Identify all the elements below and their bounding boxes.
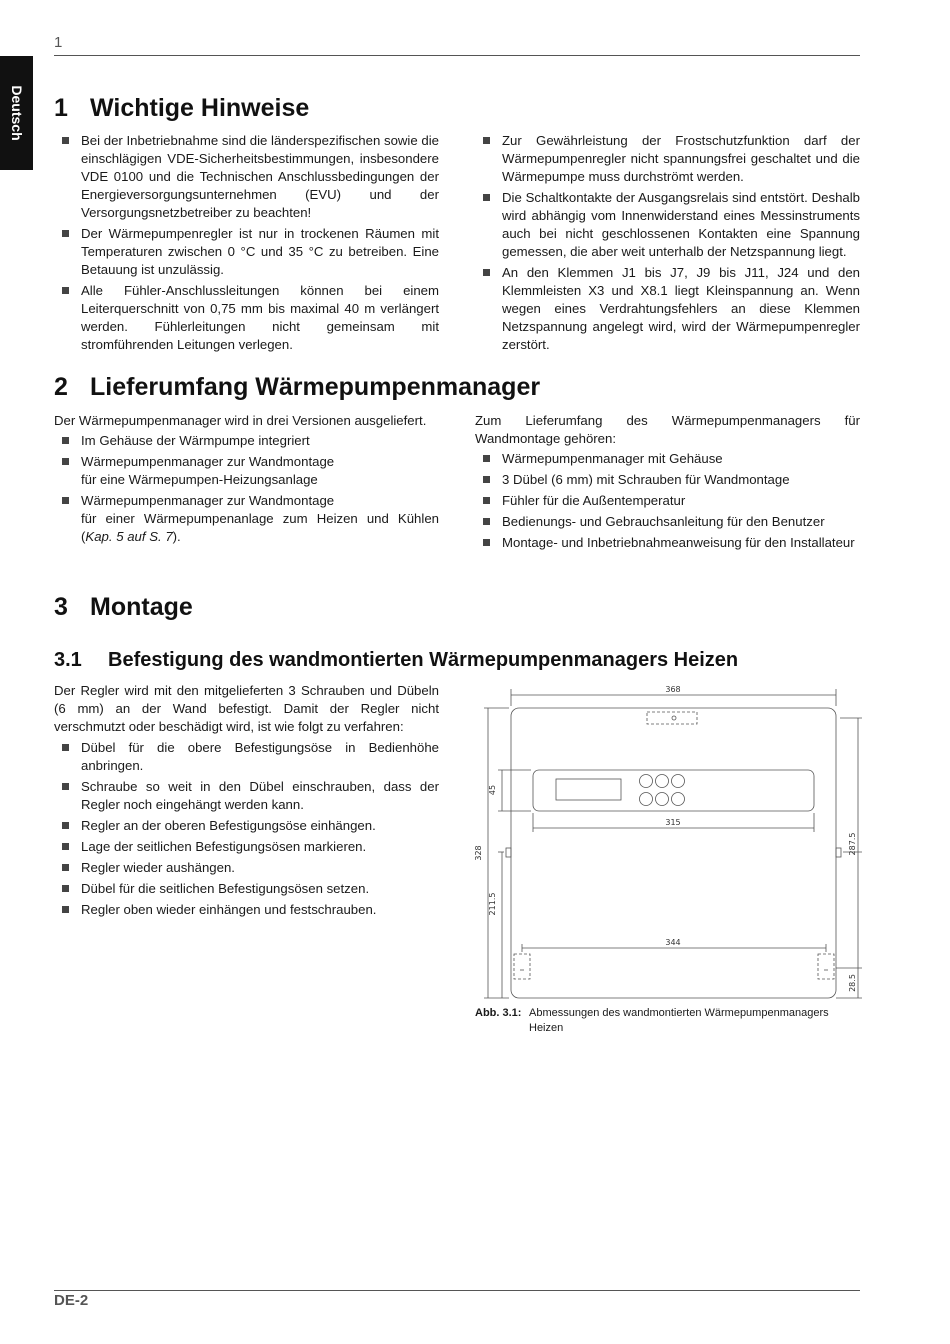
side-eyelet-right (836, 848, 841, 857)
list-item: Wärmepumpenmanager mit Gehäuse (475, 450, 860, 468)
section-2-heading (54, 373, 540, 402)
paren: ). (172, 529, 181, 544)
list-item: Lage der seitlichen Befestigungsösen markieren. (54, 838, 439, 856)
list-item: Fühler für die Außentemperatur (475, 492, 860, 510)
language-tab (0, 56, 33, 170)
list-item: 3 Dübel (6 mm) mit Schrauben für Wandmontage (475, 471, 860, 489)
section-title: Wichtige Hinweise (90, 94, 310, 122)
dim-panel-label: 315 (665, 818, 681, 827)
section-number: 1 (54, 94, 68, 122)
figure-caption (475, 1006, 860, 1036)
list-item (54, 432, 439, 450)
list-item (54, 492, 439, 546)
list-item: Dübel für die obere Befestigungsöse in Bedienhöhe anbringen. (54, 739, 439, 775)
panel-button (640, 775, 653, 788)
list-item: Schraube so weit in den Dübel einschrauben, dass der Regler noch eingehängt werden kann. (54, 778, 439, 814)
chapter-number: 1 (54, 34, 63, 51)
list-item-text: für eine Wärmepumpen-Heizungsanlage (81, 472, 318, 487)
section-1-right-column (475, 132, 860, 357)
section-title: Lieferumfang Wärmepumpenmanager (90, 373, 541, 401)
language-label: Deutsch (8, 85, 25, 141)
section-number: 3 (54, 593, 68, 621)
panel-button (672, 775, 685, 788)
caption-label: Abb. 3.1: (475, 1007, 522, 1019)
paragraph: Zum Lieferumfang des Wärmepumpenmanagers für Wandmontage gehören: (475, 413, 860, 446)
list-item (54, 453, 439, 489)
header-rule (54, 55, 860, 56)
dim-bottom-right-label: 28.5 (848, 974, 857, 992)
page-number: DE-2 (54, 1292, 89, 1309)
list-item: Regler an der oberen Befestigungsöse einhängen. (54, 817, 439, 835)
panel-button (656, 793, 669, 806)
list-item-text: Wärmepumpenmanager zur Wandmontage (81, 493, 335, 508)
dim-lower-label: 211.5 (488, 892, 497, 916)
section-2-right-column (475, 412, 860, 555)
bottom-eyelet-left (514, 954, 530, 979)
list-item: Bei der Inbetriebnahme sind die länderspezifischen sowie die einschlägigen VDE-Sicherheitsbestimmungen, insbesondere VDE 0100 und die Technischen Anschlussbedingungen der Energieversorgungsunternehmen (EVU) und der Versorgungsnetzbetreiber zu beachten! (54, 132, 439, 222)
dim-right-label: 287.5 (848, 832, 857, 856)
list-item: Montage- und Inbetriebnahmeanweisung für den Installateur (475, 534, 860, 552)
display-window (556, 779, 621, 800)
section-2-left-column (54, 412, 439, 549)
list-item-text: Wärmepumpenmanager zur Wandmontage (81, 454, 335, 469)
section-1-left-column (54, 132, 439, 357)
section-number: 2 (54, 373, 68, 401)
cross-reference-link[interactable]: Kap. 5 auf S. 7 (85, 529, 173, 544)
list-item-text: für einer Wärmepumpenanlage zum Heizen und Kühlen (81, 511, 439, 526)
dim-width-label: 368 (665, 685, 681, 694)
list-item: An den Klemmen J1 bis J7, J9 bis J11, J24 und den Klemmleisten X3 und X8.1 liegt Kleinspannung an. Wenn wegen eines Verdrahtungsfehlers an diese Klemmen Netzspannung angelegt wird, wird der Wärmepumpenregler zerstört. (475, 264, 860, 354)
dim-offset-label: 45 (488, 784, 497, 796)
list-item-text: Im Gehäuse der Wärmpumpe integriert (81, 433, 310, 448)
bottom-eyelet-right (818, 954, 834, 979)
section-3-heading (54, 593, 193, 622)
footer-rule (54, 1290, 860, 1291)
list-item: Alle Fühler-Anschlussleitungen können bei einem Leiterquerschnitt von 0,75 mm bis maximal 40 m verlängert werden. Fühlerleitungen nicht gemeinsam mit stromführenden Leitungen verlegen. (54, 282, 439, 354)
list-item: Regler oben wieder einhängen und festschrauben. (54, 901, 439, 919)
dim-bottom-label: 344 (665, 938, 681, 947)
top-screw-hole (672, 716, 676, 720)
housing-outline (511, 708, 836, 998)
caption-text: Abmessungen des wandmontierten Wärmepumpenmanagers Heizen (529, 1007, 829, 1034)
panel-button (656, 775, 669, 788)
subsection-3-1-heading (54, 649, 738, 672)
list-item: Der Wärmepumpenregler ist nur in trockenen Räumen mit Temperaturen zwischen 0 °C und 35 °C zu betreiben. Eine Betauung ist unzulässig. (54, 225, 439, 279)
section-title: Montage (90, 593, 193, 621)
dimension-drawing (470, 682, 865, 1004)
subsection-number: 3.1 (54, 649, 82, 671)
section-1-heading (54, 94, 309, 123)
list-item: Regler wieder aushängen. (54, 859, 439, 877)
dim-height-label: 328 (474, 845, 483, 861)
list-item: Zur Gewährleistung der Frostschutzfunktion darf der Wärmepumpenregler nicht spannungsfrei geschaltet und die Wärmepumpe muss durchströmt werden. (475, 132, 860, 186)
list-item: Bedienungs- und Gebrauchsanleitung für den Benutzer (475, 513, 860, 531)
list-item: Die Schaltkontakte der Ausgangsrelais sind entstört. Deshalb wird abhängig vom Innenwiderstand eines Messinstruments auch bei nicht geschlossenen Kontakten eine Spannung gemessen, die aber weit unterhalb der Netzspannung liegt. (475, 189, 860, 261)
paragraph: Der Regler wird mit den mitgelieferten 3 Schrauben und Dübeln (6 mm) an der Wand befestigt. Damit der Regler nicht verschmutzt oder beschädigt wird, ist wie folgt zu verfahren: (54, 683, 439, 734)
side-eyelet-left (506, 848, 511, 857)
section-3-left-column (54, 682, 439, 922)
paragraph: Der Wärmepumpenmanager wird in drei Versionen ausgeliefert. (54, 413, 427, 428)
paren: ( (81, 529, 86, 544)
subsection-title: Befestigung des wandmontierten Wärmepumpenmanagers Heizen (108, 649, 739, 671)
panel-button (640, 793, 653, 806)
list-item: Dübel für die seitlichen Befestigungsösen setzen. (54, 880, 439, 898)
panel-button (672, 793, 685, 806)
